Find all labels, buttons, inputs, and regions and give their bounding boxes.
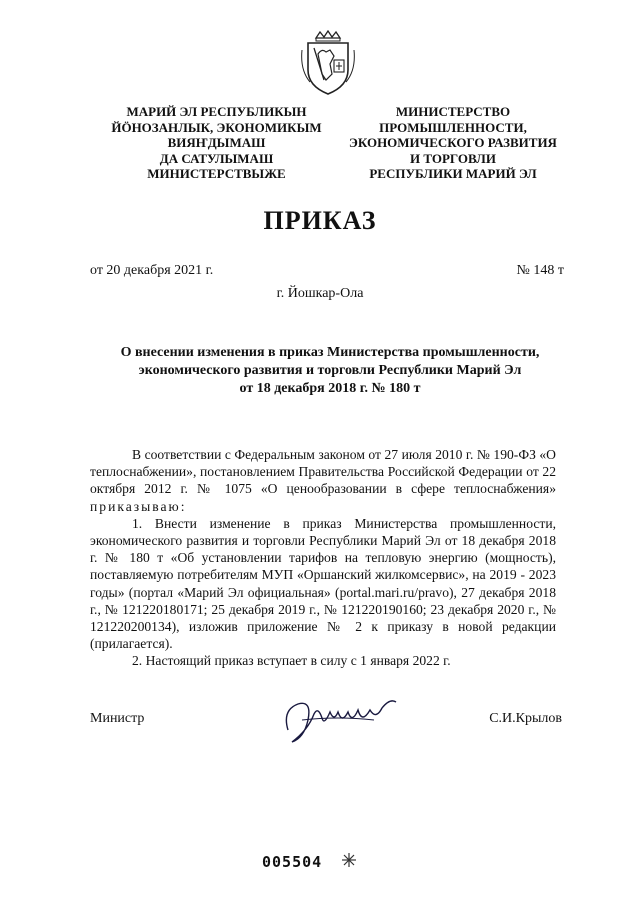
document-body <box>90 446 556 670</box>
document-number: № 148 т <box>516 263 564 278</box>
header-right-line: МИНИСТЕРСТВО <box>395 104 511 119</box>
handwritten-signature <box>278 690 408 746</box>
document-title: ПРИКАЗ <box>263 206 377 235</box>
header-left-line: МИНИСТЕРСТВЫЖЕ <box>147 166 286 181</box>
header-right-line: И ТОРГОВЛИ <box>410 150 496 166</box>
order-keyword: приказываю: <box>90 498 187 514</box>
header-left-line: ДА САТУЛЫМАШ <box>159 150 274 166</box>
signatory-name: С.И.Крылов <box>489 711 562 726</box>
ministry-name-russian <box>338 104 568 182</box>
subject-line: экономического развития и торговли Республики Марий Эл <box>138 363 522 378</box>
signatory-position: Министр <box>90 711 145 726</box>
header-right-line: РЕСПУБЛИКИ МАРИЙ ЭЛ <box>369 166 537 181</box>
header-left-line: ЙӦНОЗАНЛЫК, ЭКОНОМИКЫМ <box>111 119 322 135</box>
header-right-line: ЭКОНОМИЧЕСКОГО РАЗВИТИЯ <box>349 135 557 150</box>
body-paragraph-preamble <box>90 446 556 515</box>
document-serial-number: 005504 <box>262 853 323 871</box>
body-paragraph-item-1: 1. Внести изменение в приказ Министерства промышленности, экономического развития и торговли Республики Марий Эл от 18 декабря 2018 г. № 180 т «Об установлении тарифов на тепловую энергию (мощность), поставляемую потребителям МУП «Оршанский жилкомсервис», на 2019 - 2023 годы» (портал «Марий Эл официальная» (portal.mari.ru/pravo), 27 декабря 2018 г., № 121220180171; 25 декабря 2019 г., № 121220190160; 23 декабря 2020 г., № 121220200134), изложив приложение № 2 к приказу в новой редакции (прилагается). <box>90 515 556 652</box>
body-paragraph-item-2: 2. Настоящий приказ вступает в силу с 1 января 2022 г. <box>132 653 451 669</box>
preamble-text: В соответствии с Федеральным законом от 27 июля 2010 г. № 190-ФЗ «О теплоснабжении», постановлением Правительства Российской Федерации от 22 октября 2012 г. № 1075 «О ценообразовании в сфере теплоснабжения» <box>90 447 556 497</box>
document-subject <box>70 344 590 398</box>
header-left-line: МАРИЙ ЭЛ РЕСПУБЛИКЫН <box>126 104 307 119</box>
document-city: г. Йошкар-Ола <box>276 286 364 301</box>
asterisk-mark-icon <box>340 851 358 869</box>
header-left-line: ВИЯҤДЫМАШ <box>167 135 266 150</box>
document-date: от 20 декабря 2021 г. <box>90 263 214 278</box>
coat-of-arms-icon <box>300 30 356 96</box>
header-right-line: ПРОМЫШЛЕННОСТИ, <box>379 119 527 135</box>
subject-line: О внесении изменения в приказ Министерства промышленности, <box>120 345 540 360</box>
subject-line: от 18 декабря 2018 г. № 180 т <box>239 381 421 396</box>
ministry-name-mari <box>84 104 349 182</box>
